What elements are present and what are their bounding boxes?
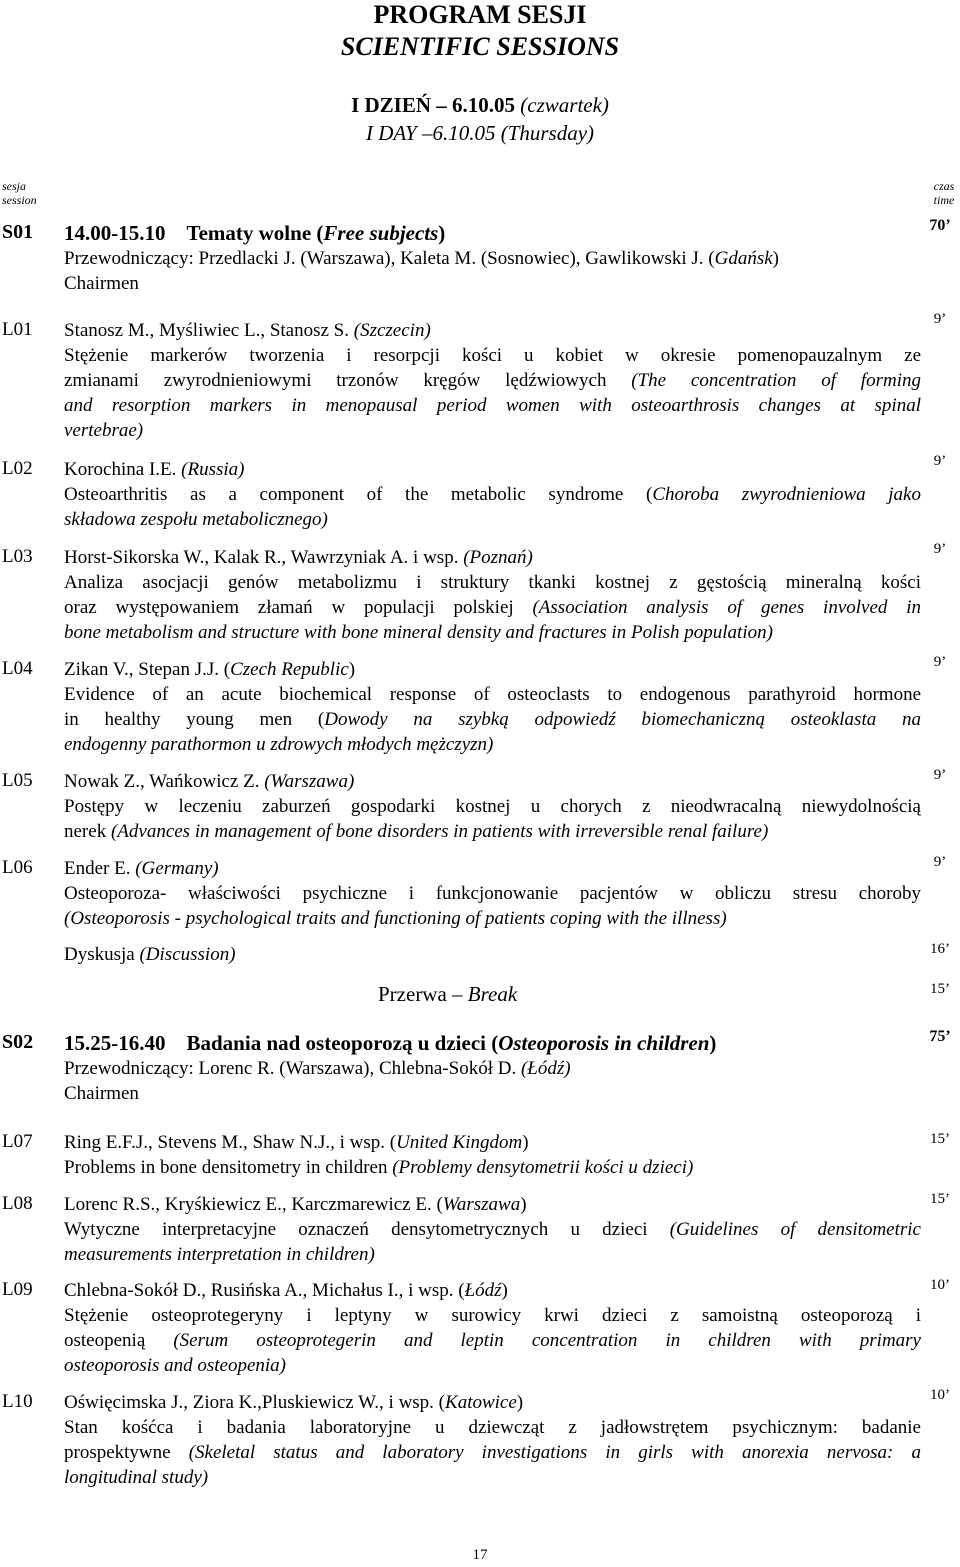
authors: Stanosz M., Myśliwiec L., Stanosz S. bbox=[64, 320, 354, 341]
session-title-pl: Tematy wolne ( bbox=[186, 221, 324, 245]
lecture-time: 9’ bbox=[933, 654, 947, 670]
lecture-title-line: składowa zespołu metabolicznego) bbox=[64, 509, 328, 530]
place: (Szczecin) bbox=[353, 320, 431, 341]
title-part-en: (Serum osteoprotegerin and leptin concentration in children with primary bbox=[173, 1330, 921, 1351]
lecture-title-line bbox=[64, 595, 921, 620]
authors: Ring E.F.J., Stevens M., Shaw N.J., i wsp. ( bbox=[64, 1132, 397, 1153]
session-title bbox=[64, 1030, 921, 1056]
lecture-time: 9’ bbox=[933, 854, 947, 870]
title-part-en: Problems in bone densitometry in children bbox=[64, 1157, 393, 1178]
title-part-en: (Association analysis of genes involved in bbox=[532, 597, 921, 618]
place: (Russia) bbox=[181, 459, 245, 480]
lecture-title-line: (Osteoporosis - psychological traits and functioning of patients coping with the illness) bbox=[64, 908, 727, 929]
authors: Lorenc R.S., Kryśkiewicz E., Karczmarewicz E. ( bbox=[64, 1194, 443, 1215]
break-pl: Przerwa – bbox=[378, 982, 468, 1006]
lecture-code: L05 bbox=[2, 770, 33, 791]
lecture-time: 15’ bbox=[930, 1191, 950, 1207]
place: (Poznań) bbox=[463, 547, 533, 568]
title-part-en: Osteoarthritis as a component of the metabolic syndrome ( bbox=[64, 484, 653, 505]
lecture-entry bbox=[64, 769, 921, 844]
discussion-pl: Dyskusja bbox=[64, 944, 140, 965]
session-label-pl: sesja bbox=[2, 179, 26, 193]
lecture-code: L03 bbox=[2, 546, 33, 567]
day-weekday: (czwartek) bbox=[520, 93, 609, 117]
lecture-entry bbox=[64, 1278, 921, 1378]
column-label-session bbox=[2, 179, 37, 207]
lecture-title-line: Stężenie markerów tworzenia i resorpcji kości u kobiet w okresie pomenopauzalnym ze bbox=[64, 345, 921, 366]
lecture-title-line: osteoporosis and osteopenia) bbox=[64, 1355, 287, 1376]
lecture-title-line bbox=[64, 819, 921, 844]
session-title-en: Free subjects bbox=[323, 221, 439, 245]
lecture-title-line: Stężenie osteoprotegeryny i leptyny w surowicy krwi dzieci z samoistną osteoporozą i bbox=[64, 1305, 921, 1326]
title-part-pl: oraz występowaniem złamań w populacji polskiej bbox=[64, 597, 533, 618]
chairs-city: (Łódź) bbox=[520, 1058, 571, 1079]
title-part-pl: Wytyczne interpretacyjne oznaczeń densytometrycznych u dzieci bbox=[64, 1219, 670, 1240]
session-chairs bbox=[64, 1056, 921, 1081]
lecture-title-line bbox=[64, 1440, 921, 1465]
title-part-pl: nerek bbox=[64, 821, 111, 842]
title-part-pl: Dowody na szybką odpowiedź biomechaniczną osteoklasta na bbox=[324, 709, 921, 730]
column-label-time bbox=[928, 179, 960, 207]
lecture-entry bbox=[64, 1192, 921, 1267]
session-time: 75’ bbox=[929, 1028, 951, 1045]
lecture-code: L06 bbox=[2, 857, 33, 878]
session-code: S01 bbox=[2, 221, 34, 243]
place-end: ) bbox=[516, 1392, 524, 1413]
session-time: 70’ bbox=[929, 217, 951, 234]
chairs-text: Przewodniczący: Lorenc R. (Warszawa), Chlebna-Sokół D. bbox=[64, 1058, 521, 1079]
lecture-authors bbox=[64, 1192, 921, 1217]
discussion-time: 16’ bbox=[930, 941, 950, 957]
break bbox=[378, 981, 517, 1007]
time-label-en: time bbox=[933, 193, 955, 207]
day-label: I DZIEŃ bbox=[351, 93, 432, 117]
lecture-authors bbox=[64, 1390, 921, 1415]
lecture-entry bbox=[64, 457, 921, 532]
time-label-pl: czas bbox=[933, 179, 955, 193]
lecture-title-line: and resorption markers in menopausal period women with osteoarthrosis changes at spinal bbox=[64, 395, 921, 416]
lecture-title-line: longitudinal study) bbox=[64, 1467, 209, 1488]
session-title-end: ) bbox=[709, 1031, 717, 1055]
lecture-authors bbox=[64, 856, 921, 881]
lecture-entry bbox=[64, 545, 921, 645]
title-part-en: (The concentration of forming bbox=[631, 370, 921, 391]
lecture-entry bbox=[64, 657, 921, 757]
session-label-en: session bbox=[2, 193, 37, 207]
authors: Nowak Z., Wańkowicz Z. bbox=[64, 771, 265, 792]
lecture-title-line bbox=[64, 1155, 921, 1180]
place: Łódź bbox=[464, 1280, 502, 1301]
lecture-code: L10 bbox=[2, 1391, 33, 1412]
lecture-title-line bbox=[64, 368, 921, 393]
authors: Ender E. bbox=[64, 858, 136, 879]
lecture-code: L02 bbox=[2, 458, 33, 479]
break-time: 15’ bbox=[930, 981, 950, 997]
title-part-pl: (Problemy densytometrii kości u dzieci) bbox=[392, 1157, 694, 1178]
place: United Kingdom bbox=[396, 1132, 523, 1153]
lecture-entry bbox=[64, 856, 921, 931]
lecture-time: 9’ bbox=[933, 311, 947, 327]
place: Czech Republic bbox=[230, 659, 349, 680]
title-part-pl: osteopenią bbox=[64, 1330, 174, 1351]
lecture-time: 9’ bbox=[933, 541, 947, 557]
place: Katowice bbox=[445, 1392, 517, 1413]
day-heading bbox=[0, 92, 960, 118]
authors: Chlebna-Sokół D., Rusińska A., Michałus I., i wsp. ( bbox=[64, 1280, 465, 1301]
lecture-code: L08 bbox=[2, 1193, 33, 1214]
lecture-title-line: vertebrae) bbox=[64, 420, 144, 441]
page-number: 17 bbox=[472, 1547, 488, 1563]
lecture-time: 15’ bbox=[930, 1131, 950, 1147]
title-part-en: (Skeletal status and laboratory investigations in girls with anorexia nervosa: a bbox=[188, 1442, 921, 1463]
session-header bbox=[64, 220, 921, 296]
lecture-time: 9’ bbox=[933, 453, 947, 469]
lecture-time: 10’ bbox=[930, 1277, 950, 1293]
lecture-entry bbox=[64, 318, 921, 443]
session-chairs bbox=[64, 246, 921, 271]
lecture-code: L07 bbox=[2, 1131, 33, 1152]
chairs-text: Przewodniczący: Przedlacki J. (Warszawa), Kaleta M. (Sosnowiec), Gawlikowski J. ( bbox=[64, 248, 715, 269]
lecture-title-line: Osteoporoza- właściwości psychiczne i funkcjonowanie pacjentów w obliczu stresu choroby bbox=[64, 883, 921, 904]
title-part-pl: prospektywne bbox=[64, 1442, 189, 1463]
place: Warszawa bbox=[442, 1194, 521, 1215]
lecture-title-line bbox=[64, 1328, 921, 1353]
authors: Korochina I.E. bbox=[64, 459, 182, 480]
lecture-code: L09 bbox=[2, 1279, 33, 1300]
chairmen-label: Chairmen bbox=[64, 1083, 139, 1104]
session-code: S02 bbox=[2, 1031, 34, 1053]
session-title-end: ) bbox=[438, 221, 446, 245]
program-title-english: SCIENTIFIC SESSIONS bbox=[340, 32, 620, 61]
title-part-en: (Guidelines of densitometric bbox=[669, 1219, 921, 1240]
session-title bbox=[64, 220, 921, 246]
authors: Oświęcimska J., Ziora K.,Pluskiewicz W., i wsp. ( bbox=[64, 1392, 446, 1413]
chairmen-label: Chairmen bbox=[64, 273, 139, 294]
lecture-title-line: Analiza asocjacji genów metabolizmu i struktury tkanki kostnej z gęstością mineralną kości bbox=[64, 572, 921, 593]
session-hours: 15.25-16.40 bbox=[64, 1031, 166, 1055]
title-part-pl: zmianami zwyrodnieniowymi trzonów kręgów lędźwiowych bbox=[64, 370, 632, 391]
lecture-authors bbox=[64, 657, 921, 682]
lecture-title-line: bone metabolism and structure with bone mineral density and fractures in Polish population) bbox=[64, 622, 773, 643]
chairs-end: ) bbox=[772, 248, 779, 269]
session-hours: 14.00-15.10 bbox=[64, 221, 166, 245]
lecture-title-line bbox=[64, 482, 921, 507]
discussion bbox=[64, 942, 921, 967]
place: (Warszawa) bbox=[264, 771, 355, 792]
lecture-title-line: measurements interpretation in children) bbox=[64, 1244, 375, 1265]
authors: Zikan V., Stepan J.J. ( bbox=[64, 659, 231, 680]
place-end: ) bbox=[348, 659, 356, 680]
lecture-title-line bbox=[64, 707, 921, 732]
title-part-pl: Choroba zwyrodnieniowa jako bbox=[652, 484, 921, 505]
title-part-en: (Advances in management of bone disorders in patients with irreversible renal failure) bbox=[110, 821, 769, 842]
lecture-authors bbox=[64, 1130, 921, 1155]
session-title-en: Osteoporosis in children bbox=[498, 1031, 710, 1055]
lecture-title-line: Evidence of an acute biochemical response of osteoclasts to endogenous parathyroid hormone bbox=[64, 684, 921, 705]
session-header bbox=[64, 1030, 921, 1106]
session-title-pl: Badania nad osteoporozą u dzieci ( bbox=[186, 1031, 499, 1055]
lecture-authors bbox=[64, 1278, 921, 1303]
place-end: ) bbox=[501, 1280, 508, 1301]
lecture-authors bbox=[64, 769, 921, 794]
discussion-en: (Discussion) bbox=[139, 944, 236, 965]
lecture-entry bbox=[64, 1130, 921, 1180]
lecture-title-line bbox=[64, 1217, 921, 1242]
lecture-authors bbox=[64, 457, 921, 482]
chairs-city: Gdańsk bbox=[714, 248, 773, 269]
break-en: Break bbox=[467, 982, 518, 1006]
lecture-authors bbox=[64, 545, 921, 570]
lecture-title-line: Postępy w leczeniu zaburzeń gospodarki kostnej u chorych z nieodwracalną niewydolnością bbox=[64, 796, 921, 817]
place-end: ) bbox=[520, 1194, 527, 1215]
title-part-en: in healthy young men ( bbox=[64, 709, 325, 730]
lecture-time: 10’ bbox=[930, 1387, 950, 1403]
day-heading-english: I DAY –6.10.05 (Thursday) bbox=[365, 121, 595, 145]
lecture-entry bbox=[64, 1390, 921, 1490]
lecture-code: L01 bbox=[2, 319, 33, 340]
lecture-title-line: Stan kośćca i badania laboratoryjne u dziewcząt z jadłowstrętem psychicznym: badanie bbox=[64, 1417, 921, 1438]
lecture-title-line: endogenny parathormon u zdrowych młodych mężczyzn) bbox=[64, 734, 494, 755]
place: (Germany) bbox=[135, 858, 219, 879]
place-end: ) bbox=[522, 1132, 529, 1153]
lecture-time: 9’ bbox=[933, 767, 947, 783]
day-date: – 6.10.05 bbox=[431, 93, 521, 117]
authors: Horst-Sikorska W., Kalak R., Wawrzyniak A. i wsp. bbox=[64, 547, 464, 568]
lecture-code: L04 bbox=[2, 658, 33, 679]
lecture-authors bbox=[64, 318, 921, 343]
program-title: PROGRAM SESJI bbox=[373, 0, 587, 29]
